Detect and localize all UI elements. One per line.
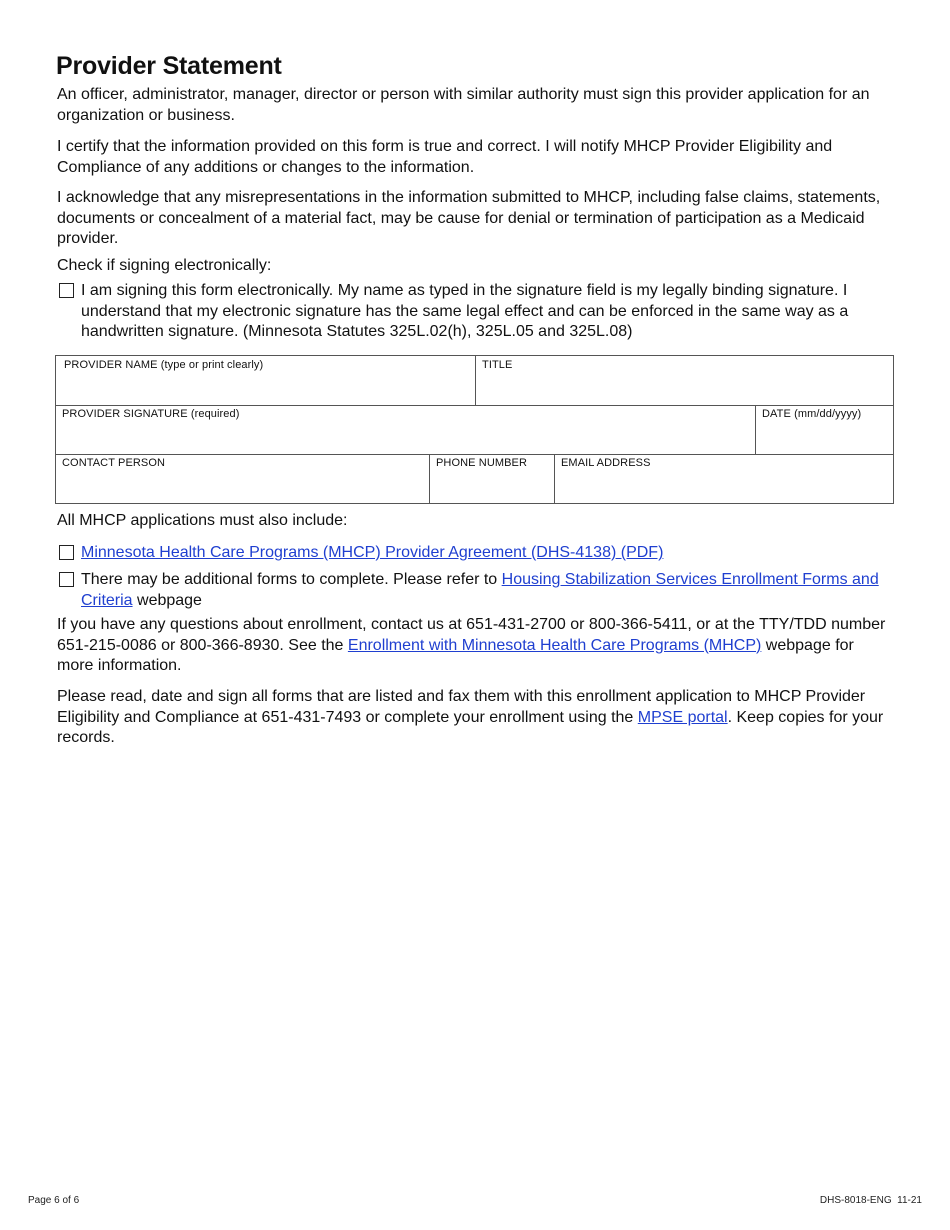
title-label: TITLE — [482, 359, 513, 371]
form-id: DHS-8018-ENG 11-21 — [819, 1195, 922, 1206]
questions-suffix: webpage for more information. — [57, 636, 854, 675]
provider-info-form — [55, 355, 894, 504]
provider-name-label: PROVIDER NAME (type or print clearly) — [64, 359, 264, 371]
authority-paragraph: An officer, administrator, manager, director or person with similar authority must sign this provider application for an organization or business. — [57, 86, 870, 124]
include-heading: All MHCP applications must also include: — [57, 512, 348, 529]
title-field[interactable] — [475, 356, 893, 405]
questions-text: If you have any questions about enrollment, contact us at 651-431-2700 or 800-366-5411, or at the TTY/TDD number 651-215-0086 or 800-366-8930. See the — [57, 616, 886, 654]
include-item-2 — [57, 570, 892, 611]
page-number: Page 6 of 6 — [28, 1195, 80, 1206]
page-title: Provider Statement — [56, 52, 282, 80]
closing-suffix: . Keep copies for your records. — [57, 708, 884, 747]
housing-stabilization-link[interactable]: Housing Stabilization Services Enrollment Forms and Criteria — [81, 571, 879, 609]
phone-number-field[interactable] — [429, 454, 554, 503]
mpse-portal-link[interactable]: MPSE portal — [637, 708, 728, 726]
provider-signature-field[interactable] — [56, 405, 755, 454]
email-address-label: EMAIL ADDRESS — [561, 457, 651, 469]
check-electronic-label: Check if signing electronically: — [57, 257, 272, 274]
email-address-field[interactable] — [554, 454, 893, 503]
esign-checkbox[interactable] — [59, 283, 74, 298]
certify-paragraph: I certify that the information provided on this form is true and correct. I will notify MHCP Provider Eligibility and Compliance of any additions or changes to the information. — [57, 138, 833, 176]
additional-forms-checkbox[interactable] — [59, 572, 74, 587]
esign-checkbox-label: I am signing this form electronically. My name as typed in the signature field is my legally binding signature. I understand that my electronic signature has the same legal effect and can be enforced in the same way as a handwritten signature. (Minnesota Statutes 325L.02(h), 325L.05 and 325L.08) — [81, 282, 849, 341]
date-field[interactable] — [755, 405, 893, 454]
esign-checkbox-row — [57, 281, 892, 343]
provider-name-field[interactable] — [56, 356, 475, 405]
acknowledge-paragraph: I acknowledge that any misrepresentations in the information submitted to MHCP, including false claims, statements, documents or concealment of a material fact, may be cause for denial or termination of participation as a Medicaid provider. — [57, 189, 881, 248]
closing-text: Please read, date and sign all forms that are listed and fax them with this enrollment application to MHCP Provider Eligibility and Compliance at 651-431-7493 or complete your enrollment using the — [57, 688, 866, 726]
closing-paragraph — [57, 687, 892, 749]
provider-signature-label: PROVIDER SIGNATURE (required) — [62, 408, 240, 420]
additional-forms-suffix: webpage — [132, 591, 202, 609]
provider-agreement-checkbox[interactable] — [59, 545, 74, 560]
enrollment-mhcp-link[interactable]: Enrollment with Minnesota Health Care Programs (MHCP) — [347, 636, 762, 654]
phone-number-label: PHONE NUMBER — [436, 457, 528, 469]
include-item-1 — [57, 543, 892, 564]
additional-forms-text: There may be additional forms to complete. Please refer to — [81, 571, 502, 588]
date-label: DATE (mm/dd/yyyy) — [762, 408, 862, 420]
questions-paragraph — [57, 615, 892, 677]
contact-person-field[interactable] — [56, 454, 429, 503]
contact-person-label: CONTACT PERSON — [62, 457, 166, 469]
provider-agreement-link[interactable]: Minnesota Health Care Programs (MHCP) Provider Agreement (DHS-4138) (PDF) — [81, 544, 664, 561]
